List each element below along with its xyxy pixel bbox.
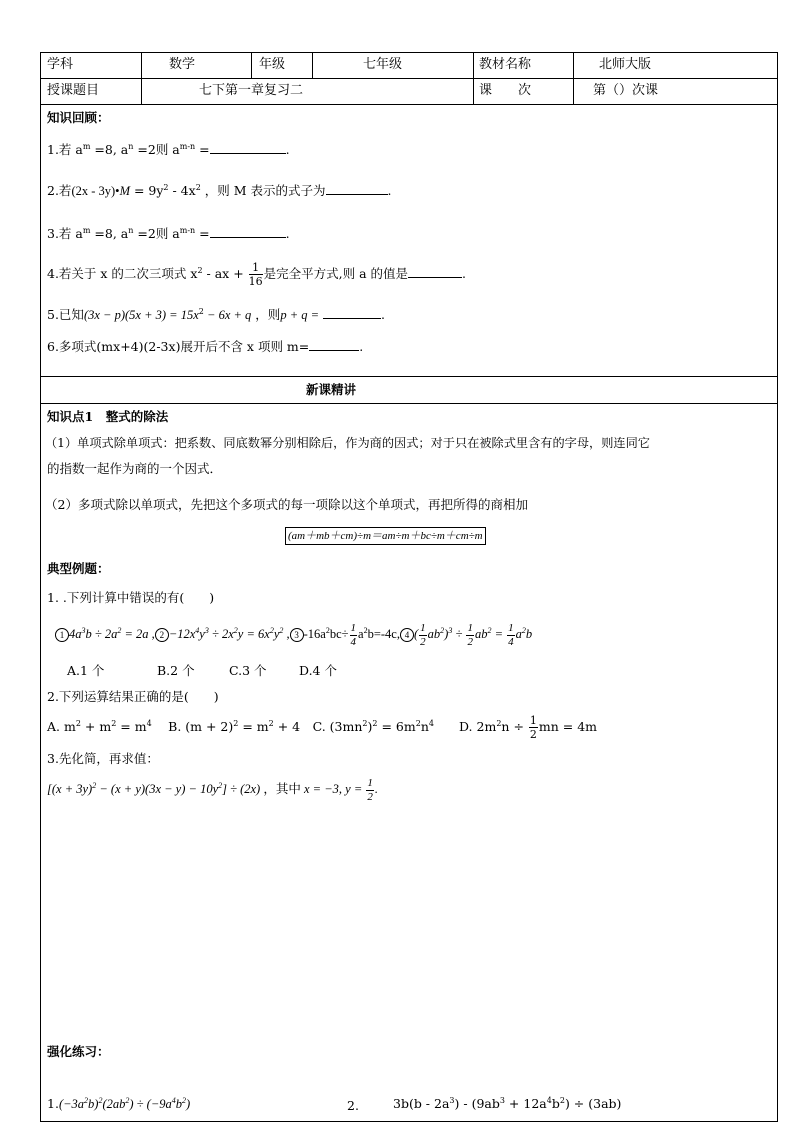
col-divider: [251, 53, 252, 78]
example-3-expression: $[(x + 3y)^2 - (x + y)(3x - y) - 10y^2] \div (2x)$ ，其中 x = −3, y = $\frac{1}{2}$ .: [47, 776, 379, 803]
example-1-option-b: B.2 个: [157, 663, 195, 678]
review-question-1: 1.若 $a^m =8$, $a^n =2$则 $a^{m-n}$ = .: [47, 142, 290, 157]
practice-2: $3b(b - 2a^3) - (9ab^3 + 12a^4b^2) \div (3ab)$: [393, 1096, 622, 1111]
row-divider: [41, 376, 777, 377]
review-heading: 知识回顾：: [47, 110, 110, 125]
rule-1-line-2: 的指数一起作为商的一个因式．: [47, 461, 223, 476]
review-question-5: 5.已知$(3x - p)(5x + 3) = 15x^2 - 6x + q$ ，则p + q = .: [47, 307, 386, 322]
grade-label: 年级: [259, 57, 286, 72]
example-1-option-c: C.3 个: [229, 663, 267, 678]
division-formula: (am＋mb＋cm)÷m＝am÷m＋bc÷m＋cm÷m: [285, 527, 486, 545]
row-divider: [41, 104, 777, 105]
col-divider: [312, 53, 313, 78]
q3-text: 3.若 a: [47, 226, 83, 241]
example-2-options: A. $m^2 + m^2 = m^4$ B. $(m + 2)^2 = m^2 + 4$ C. $(3mn^2)^2 = 6m^2n^4$ D. $2m^2n$ ÷ $\frac{1}{2}$ mn = 4m: [47, 714, 598, 741]
topic-label: 授课题目: [47, 83, 100, 98]
col-divider: [573, 53, 574, 104]
col-divider: [141, 53, 142, 104]
row-divider: [41, 78, 777, 79]
knowledge-point-title: 知识点1 整式的除法: [47, 409, 169, 424]
col-divider: [473, 53, 474, 104]
topic-value: 七下第一章复习二: [199, 83, 304, 98]
practice-1-number: 1.: [47, 1096, 59, 1111]
lesson-label: 课 次: [479, 83, 532, 98]
q2-text-b: ，则 M 表示的式子为: [204, 183, 326, 198]
q2-text-a: 2.若: [47, 183, 72, 198]
fraction: $\frac{1}{16}$: [248, 261, 263, 288]
row-divider: [41, 403, 777, 404]
practice-heading: 强化练习：: [47, 1044, 110, 1059]
lesson-plan-sheet: [40, 52, 778, 1122]
review-question-2: 2.若(2x - 3y)•M = $9y^2 - 4x^2$ ，则 M 表示的式子为 .: [47, 183, 392, 198]
textbook-value: 北师大版: [599, 57, 652, 72]
practice-2-number: 2.: [347, 1098, 359, 1113]
example-3: 3.先化简，再求值：: [47, 751, 159, 766]
q5-text-b: ，则: [255, 307, 281, 322]
example-1-option-d: D.4 个: [299, 663, 337, 678]
subject-label: 学科: [47, 57, 74, 72]
example-2: 2.下列运算结果正确的是( ): [47, 689, 219, 704]
review-question-4: 4.若关于 x 的二次三项式 $x^2$ - ax + $\frac{1}{16}$ 是完全平方式,则 a 的值是 .: [47, 261, 466, 288]
subject-value: 数学: [169, 57, 196, 72]
q6-text: 6.多项式(mx+4)(2-3x)展开后不含 x 项则 m=: [47, 339, 310, 354]
q4-text-a: 4.若关于 x 的二次三项式 x: [47, 266, 198, 281]
rule-1-line-1: （1）单项式除单项式：把系数、同底数幂分别相除后，作为商的因式；对于只在被除式里含有的字母，则连同它: [45, 436, 650, 450]
q1-text: 1.若 a: [47, 142, 83, 157]
rule-2: （2）多项式除以单项式，先把这个多项式的每一项除以这个单项式，再把所得的商相加: [45, 497, 528, 512]
textbook-label: 教材名称: [479, 57, 532, 72]
example-1-items: 1 $4a^3b \div 2a^2 = 2a$ , $2 -12x^4y^3 \div 2x^2y = 6x^2y^2$ , 3 $-16a^2bc\div$ $\frac{1}{4}$ $a^2b=-4c$, 4 ( $\frac{1}{2}$ $ab^2)^3$ ÷ $\frac{1}{2}$ $ab^2$ = $\frac{1}{4}$ $a^2b$: [55, 617, 532, 651]
review-question-6: 6.多项式(mx+4)(2-3x)展开后不含 x 项则 m= .: [47, 339, 364, 354]
lesson-value: 第（）次课: [593, 83, 659, 98]
new-lesson-heading: 新课精讲: [306, 382, 357, 397]
grade-value: 七年级: [363, 57, 403, 72]
example-1-option-a: A.1 个: [67, 663, 105, 678]
practice-1: $1.(-3a^2b)^2(2ab^2) \div (-9a^4b^2)$: [47, 1096, 191, 1111]
q4-text-b: 是完全平方式,则 a 的值是: [263, 266, 409, 281]
q5-text-a: 5.已知: [47, 307, 84, 322]
examples-heading: 典型例题：: [47, 561, 110, 576]
example-1: 1. .下列计算中错误的有( ): [47, 590, 215, 605]
review-question-3: 3.若 $a^m =8$, $a^n =2$则 $a^{m-n}$ = .: [47, 226, 290, 241]
